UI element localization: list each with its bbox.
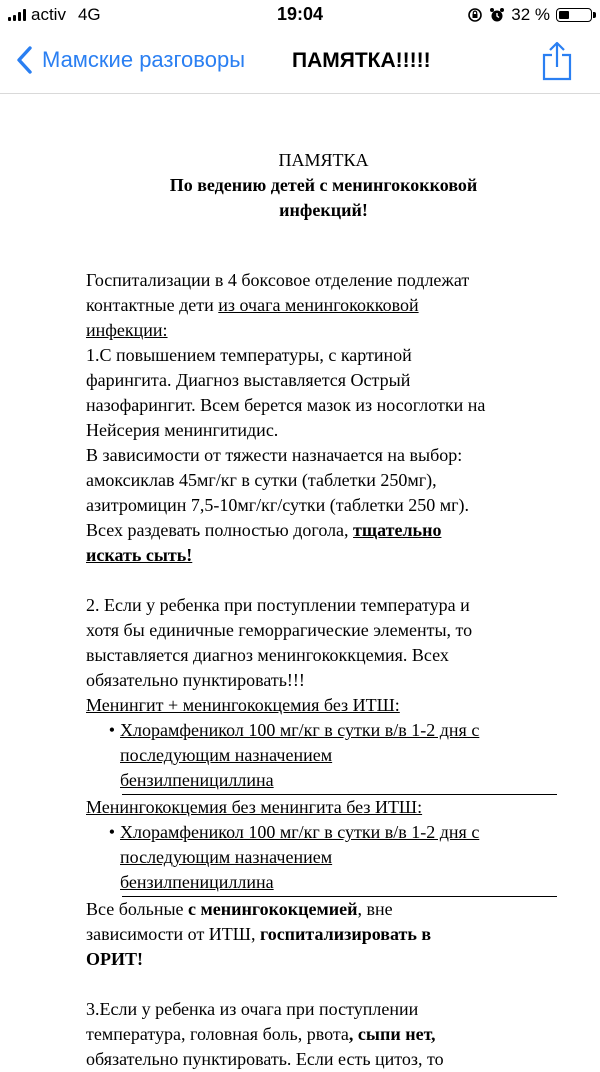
list-item: [86, 718, 561, 793]
text-line: [86, 518, 561, 543]
text-line: 2. Если у ребенка при поступлении температура и: [86, 595, 470, 615]
back-button[interactable]: [14, 44, 245, 76]
text-line: Нейсерия менингитидис.: [86, 420, 279, 440]
network-type: 4G: [77, 5, 101, 24]
status-bar: [0, 0, 600, 32]
battery-percent: 32 %: [511, 5, 550, 24]
text-line: последующим назначением: [120, 847, 333, 867]
page-title: ПАМЯТКА!!!!!: [292, 49, 431, 72]
bullet-icon: •: [108, 720, 115, 740]
text-line: 3.Если у ребенка из очага при поступлении: [86, 999, 419, 1019]
text-span: Всех раздевать полностью догола,: [86, 520, 354, 540]
text-line: азитромицин 7,5-10мг/кг/сутки (таблетки 250 мг).: [86, 495, 470, 515]
paragraph-3: [86, 997, 561, 1072]
paragraph-1: [86, 268, 561, 568]
text-span: с менингококцемией: [188, 899, 358, 919]
text-line: искать сыть!: [86, 545, 193, 565]
carrier-name: activ: [31, 5, 66, 24]
status-time: 19:04: [276, 4, 324, 24]
text-line: последующим назначением: [120, 745, 333, 765]
text-line: Хлорамфеникол 100 мг/кг в сутки в/в 1-2 дня с: [120, 822, 480, 842]
text-line: назофарингит. Всем берется мазок из носоглотки на: [86, 395, 486, 415]
text-line: выставляется диагноз менингококкцемия. Всех: [86, 645, 449, 665]
alarm-icon: [489, 7, 505, 23]
text-line: Хлорамфеникол 100 мг/кг в сутки в/в 1-2 дня с: [120, 720, 480, 740]
text-line: бензилпенициллина: [120, 872, 274, 892]
text-span: температура, головная боль, рвота: [86, 1024, 349, 1044]
bullet-icon: •: [108, 822, 115, 842]
section-heading: Менингококцемия без менингита без ИТШ:: [86, 797, 423, 817]
status-right: [467, 5, 592, 25]
text-span: тщательно: [353, 520, 442, 540]
share-icon[interactable]: [540, 40, 574, 82]
text-line: обязательно пунктировать!!!: [86, 670, 305, 690]
chevron-left-icon: [14, 44, 36, 76]
doc-subtitle-line2: инфекций!: [279, 200, 368, 220]
text-span: контактные дети: [86, 295, 219, 315]
text-span: , сыпи нет,: [348, 1024, 436, 1044]
text-line: бензилпенициллина: [120, 770, 274, 790]
text-line: [86, 293, 561, 318]
text-line: амоксиклав 45мг/кг в сутки (таблетки 250мг),: [86, 470, 437, 490]
text-span: из очага менингококковой: [218, 295, 419, 315]
text-line: инфекции:: [86, 320, 168, 340]
back-button-label: Мамские разговоры: [42, 47, 246, 72]
text-line: 1.С повышением температуры, с картиной: [86, 345, 412, 365]
text-span: , вне: [357, 899, 393, 919]
battery-icon: [556, 8, 592, 22]
text-line: обязательно пунктировать. Если есть цитоз, то: [86, 1049, 444, 1069]
document-body: [86, 148, 561, 1072]
text-line: хотя бы единичные геморрагические элементы, то: [86, 620, 473, 640]
text-line: фарингита. Диагноз выставляется Острый: [86, 370, 411, 390]
text-line: [86, 897, 561, 922]
text-span: госпитализировать в: [259, 924, 432, 944]
doc-subtitle-line1: По ведению детей с менингококковой: [169, 175, 478, 195]
text-line: ОРИТ!: [86, 949, 143, 969]
doc-title: ПАМЯТКА: [278, 150, 369, 170]
text-span: зависимости от ИТШ,: [86, 924, 260, 944]
text-line: [86, 922, 561, 947]
orientation-lock-icon: [467, 7, 483, 23]
section-heading: Менингит + менингококцемия без ИТШ:: [86, 695, 400, 715]
text-line: [86, 1022, 561, 1047]
text-line: В зависимости от тяжести назначается на выбор:: [86, 445, 463, 465]
paragraph-2: [86, 593, 561, 972]
text-line: Госпитализации в 4 боксовое отделение подлежат: [86, 270, 470, 290]
text-span: Все больные: [86, 899, 189, 919]
list-item: [86, 820, 561, 895]
navigation-bar: [0, 32, 600, 94]
